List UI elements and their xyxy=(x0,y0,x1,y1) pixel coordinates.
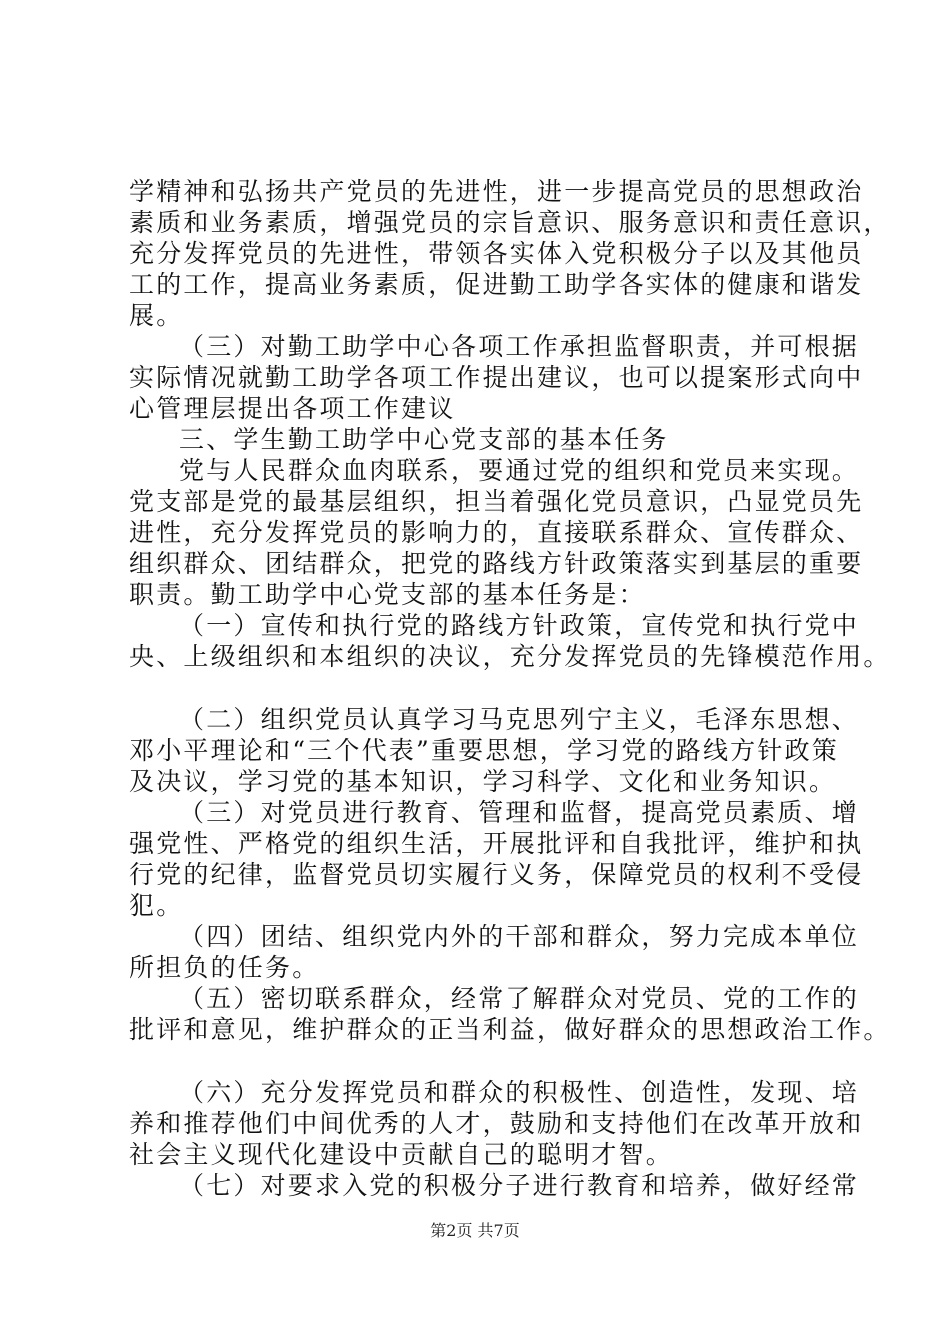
page-number-label: 第2页 共7页 xyxy=(430,1221,520,1240)
text-line: （三）对党员进行教育、管理和监督，提高党员素质、增 xyxy=(179,798,860,827)
text-line: （五）密切联系群众，经常了解群众对党员、党的工作的 xyxy=(179,984,860,1013)
text-line: 犯。 xyxy=(129,891,184,920)
text-line: 实际情况就勤工助学各项工作提出建议，也可以提案形式向中 xyxy=(129,363,864,392)
text-line: 充分发挥党员的先进性，带领各实体入党积极分子以及其他员 xyxy=(129,239,864,268)
text-line: 党与人民群众血肉联系，要通过党的组织和党员来实现。 xyxy=(179,456,860,485)
paragraph-gap xyxy=(129,672,839,704)
text-line: 及决议，学习党的基本知识，学习科学、文化和业务知识。 xyxy=(129,767,837,796)
text-line: 央、上级组织和本组织的决议，充分发挥党员的先锋模范作用。 xyxy=(129,642,891,671)
text-line: 党支部是党的最基层组织，担当着强化党员意识，凸显党员先 xyxy=(129,487,864,516)
text-line: 所担负的任务。 xyxy=(129,953,320,982)
text-line: 养和推荐他们中间优秀的人才，鼓励和支持他们在改革开放和 xyxy=(129,1109,864,1138)
text-line: 工的工作，提高业务素质，促进勤工助学各实体的健康和谐发 xyxy=(129,270,864,299)
text-line: （一）宣传和执行党的路线方针政策，宣传党和执行党中 xyxy=(179,611,860,640)
document-body xyxy=(129,176,891,1201)
text-line: 展。 xyxy=(129,301,184,330)
text-line: 强党性、严格党的组织生活，开展批评和自我批评，维护和执 xyxy=(129,829,864,858)
text-line: （四）团结、组织党内外的干部和群众，努力完成本单位 xyxy=(179,922,860,951)
text-line: 心管理层提出各项工作建议 xyxy=(129,394,456,423)
text-line: 社会主义现代化建设中贡献自己的聪明才智。 xyxy=(129,1140,674,1169)
text-line: 批评和意见，维护群众的正当利益，做好群众的思想政治工作。 xyxy=(129,1015,891,1044)
page-footer xyxy=(0,1218,950,1241)
text-line: （七）对要求入党的积极分子进行教育和培养，做好经常 xyxy=(179,1171,860,1200)
text-line: 组织群众、团结群众，把党的路线方针政策落实到基层的重要 xyxy=(129,549,864,578)
text-line: 学精神和弘扬共产党员的先进性，进一步提高党员的思想政治 xyxy=(129,177,864,206)
text-line: 行党的纪律，监督党员切实履行义务，保障党员的权利不受侵 xyxy=(129,860,864,889)
text-line: 邓小平理论和“三个代表”重要思想，学习党的路线方针政策 xyxy=(129,736,839,765)
text-line: 进性，充分发挥党员的影响力的，直接联系群众、宣传群众、 xyxy=(129,518,864,547)
text-line: （三）对勤工助学中心各项工作承担监督职责，并可根据 xyxy=(179,332,860,361)
section-heading: 三、学生勤工助学中心党支部的基本任务 xyxy=(179,425,669,454)
text-line: 职责。勤工助学中心党支部的基本任务是： xyxy=(129,580,646,609)
text-line: （六）充分发挥党员和群众的积极性、创造性，发现、培 xyxy=(179,1078,860,1107)
text-line: （二）组织党员认真学习马克思列宁主义，毛泽东思想、 xyxy=(179,705,860,734)
text-line: 素质和业务素质，增强党员的宗旨意识、服务意识和责任意识， xyxy=(129,208,891,237)
paragraph-gap xyxy=(129,1045,839,1077)
